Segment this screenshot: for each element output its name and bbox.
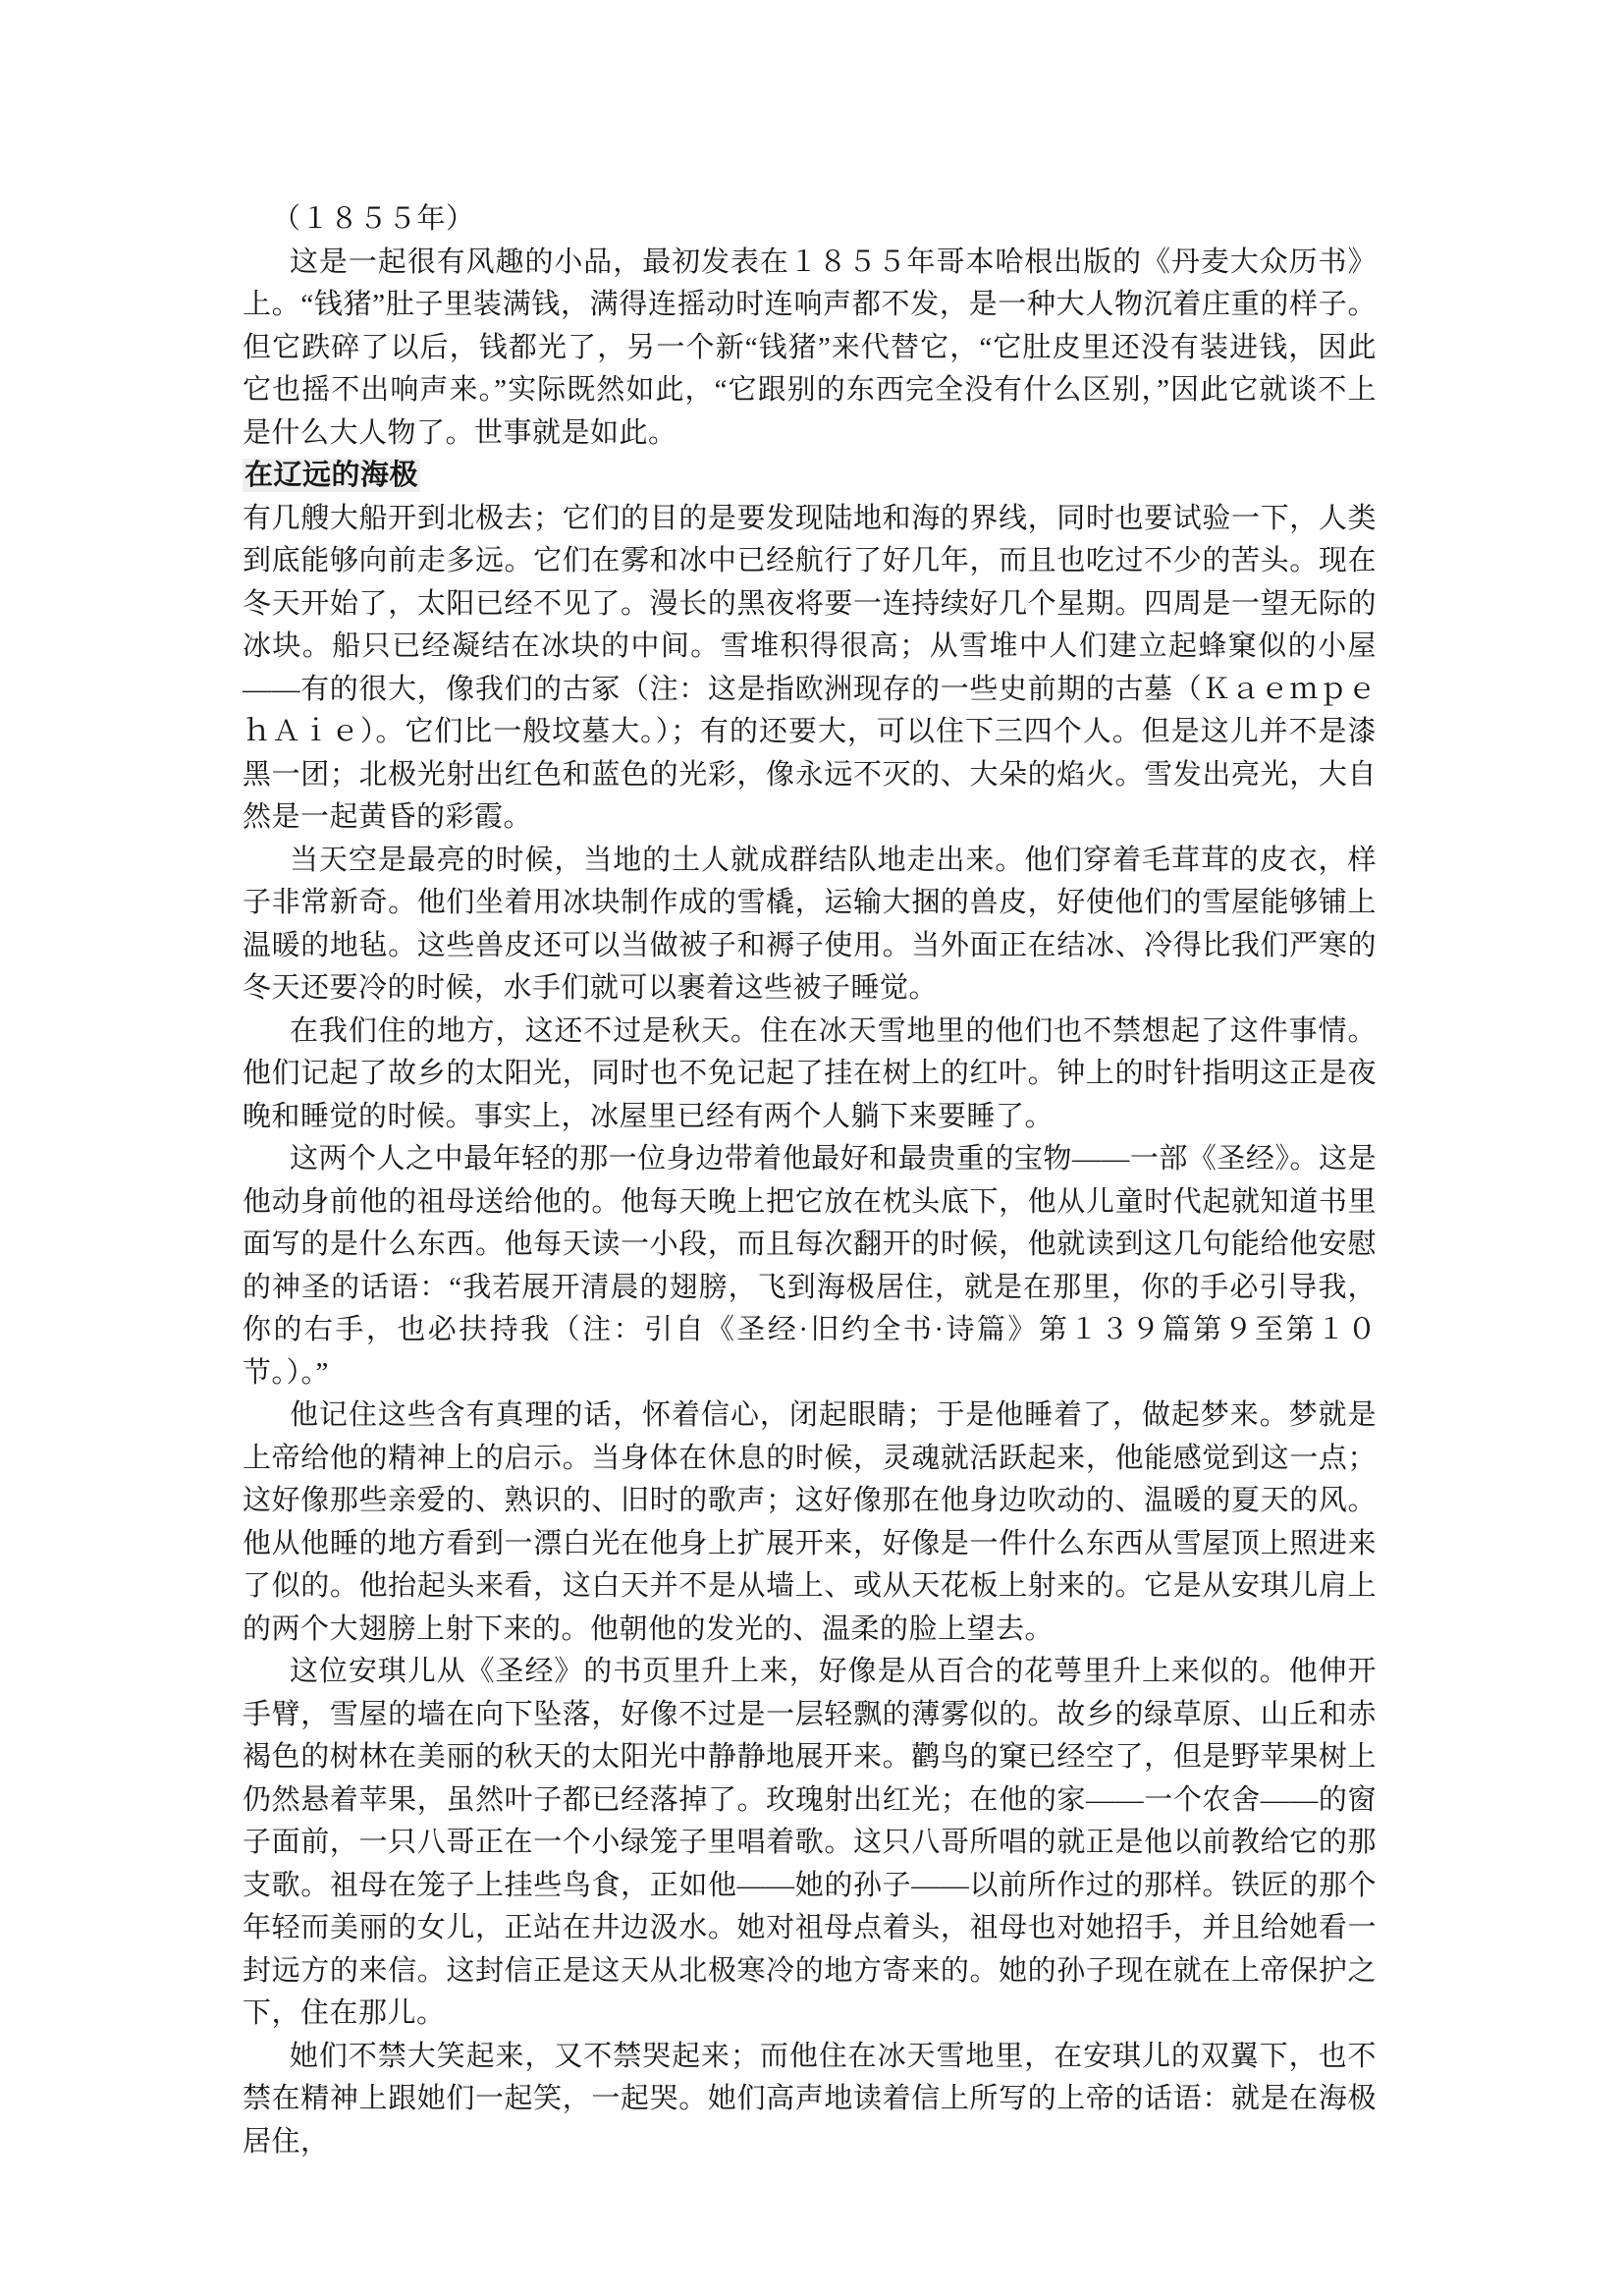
story-paragraph-1: 有几艘大船开到北极去；它们的目的是要发现陆地和海的界线，同时也要试验一下，人类到底能够向前走多远。它们在雾和冰中已经航行了好几年，而且也吃过不少的苦头。现在冬天开始了，太阳已经不见了。漫长的黑夜将要一连持续好几个星期。四周是一望无际的冰块。船只已经凝结在冰块的中间。雪堆积得很高；从雪堆中人们建立起蜂窠似的小屋——有的很大，像我们的古冢（注：这是指欧洲现存的一些史前期的古墓（ＫａｅｍｐｅｈＡｉｅ）。它们比一般坟墓大。）；有的还要大，可以住下三四个人。但是这儿并不是漆黑一团；北极光射出红色和蓝色的光彩，像永远不灭的、大朵的焰火。雪发出亮光，大自然是一起黄昏的彩霞。	[243, 502, 1377, 833]
text-block	[243, 198, 1377, 2163]
date-line: （１８５５年）	[272, 203, 475, 235]
story-paragraph-5: 他记住这些含有真理的话，怀着信心，闭起眼睛；于是他睡着了，做起梦来。梦就是上帝给他的精神上的启示。当身体在休息的时候，灵魂就活跃起来，他能感觉到这一点；这好像那些亲爱的、熟识的、旧时的歌声；这好像那在他身边吹动的、温暖的夏天的风。他从他睡的地方看到一漂白光在他身上扩展开来，好像是一件什么东西从雪屋顶上照进来了似的。他抬起头来看，这白天并不是从墙上、或从天花板上射来的。它是从安琪儿肩上的两个大翅膀上射下来的。他朝他的发光的、温柔的脸上望去。	[243, 1399, 1377, 1645]
story-paragraph-7: 她们不禁大笑起来，又不禁哭起来；而他住在冰天雪地里，在安琪儿的双翼下，也不禁在精神上跟她们一起笑，一起哭。她们高声地读着信上所写的上帝的话语：就是在海极居住，	[243, 2040, 1377, 2158]
intro-paragraph: 这是一起很有风趣的小品，最初发表在１８５５年哥本哈根出版的《丹麦大众历书》上。“钱猪”肚子里装满钱，满得连摇动时连响声都不发，是一种大人物沉着庄重的样子。但它跌碎了以后，钱都光了，另一个新“钱猪”来代替它，“它肚皮里还没有装进钱，因此它也摇不出响声来。”实际既然如此，“它跟别的东西完全没有什么区别，”因此它就谈不上是什么大人物了。世事就是如此。	[243, 246, 1377, 449]
section-heading-text: 在辽远的海极	[244, 460, 419, 491]
story-paragraph-3: 在我们住的地方，这还不过是秋天。住在冰天雪地里的他们也不禁想起了这件事情。他们记起了故乡的太阳光，同时也不免记起了挂在树上的红叶。钟上的时针指明这正是夜晚和睡觉的时候。事实上，冰屋里已经有两个人躺下来要睡了。	[243, 1014, 1377, 1132]
section-heading	[243, 455, 1377, 498]
story-paragraph-2: 当天空是最亮的时候，当地的土人就成群结队地走出来。他们穿着毛茸茸的皮衣，样子非常新奇。他们坐着用冰块制作成的雪橇，运输大捆的兽皮，好使他们的雪屋能够铺上温暖的地毡。这些兽皮还可以当做被子和褥子使用。当外面正在结冰、冷得比我们严寒的冬天还要冷的时候，水手们就可以裹着这些被子睡觉。	[243, 844, 1377, 1004]
story-paragraph-6: 这位安琪儿从《圣经》的书页里升上来，好像是从百合的花萼里升上来似的。他伸开手臂，雪屋的墙在向下坠落，好像不过是一层轻飘的薄雾似的。故乡的绿草原、山丘和赤褐色的树林在美丽的秋天的太阳光中静静地展开来。鹳鸟的窠已经空了，但是野苹果树上仍然悬着苹果，虽然叶子都已经落掉了。玫瑰射出红光；在他的家——一个农舍——的窗子面前，一只八哥正在一个小绿笼子里唱着歌。这只八哥所唱的就正是他以前教给它的那支歌。祖母在笼子上挂些鸟食，正如他——她的孙子——以前所作过的那样。铁匠的那个年轻而美丽的女儿，正站在井边汲水。她对祖母点着头，祖母也对她招手，并且给她看一封远方的来信。这封信正是这天从北极寒冷的地方寄来的。她的孙子现在就在上帝保护之下，住在那儿。	[243, 1656, 1377, 2029]
story-paragraph-4: 这两个人之中最年轻的那一位身边带着他最好和最贵重的宝物——一部《圣经》。这是他动身前他的祖母送给他的。他每天晚上把它放在枕头底下，他从儿童时代起就知道书里面写的是什么东西。他每天读一小段，而且每次翻开的时候，他就读到这几句能给他安慰的神圣的话语：“我若展开清晨的翅膀，飞到海极居住，就是在那里，你的手必引导我，你的右手，也必扶持我（注：引自《圣经·旧约全书·诗篇》第１３９篇第９至第１０节。）。”	[243, 1143, 1377, 1389]
